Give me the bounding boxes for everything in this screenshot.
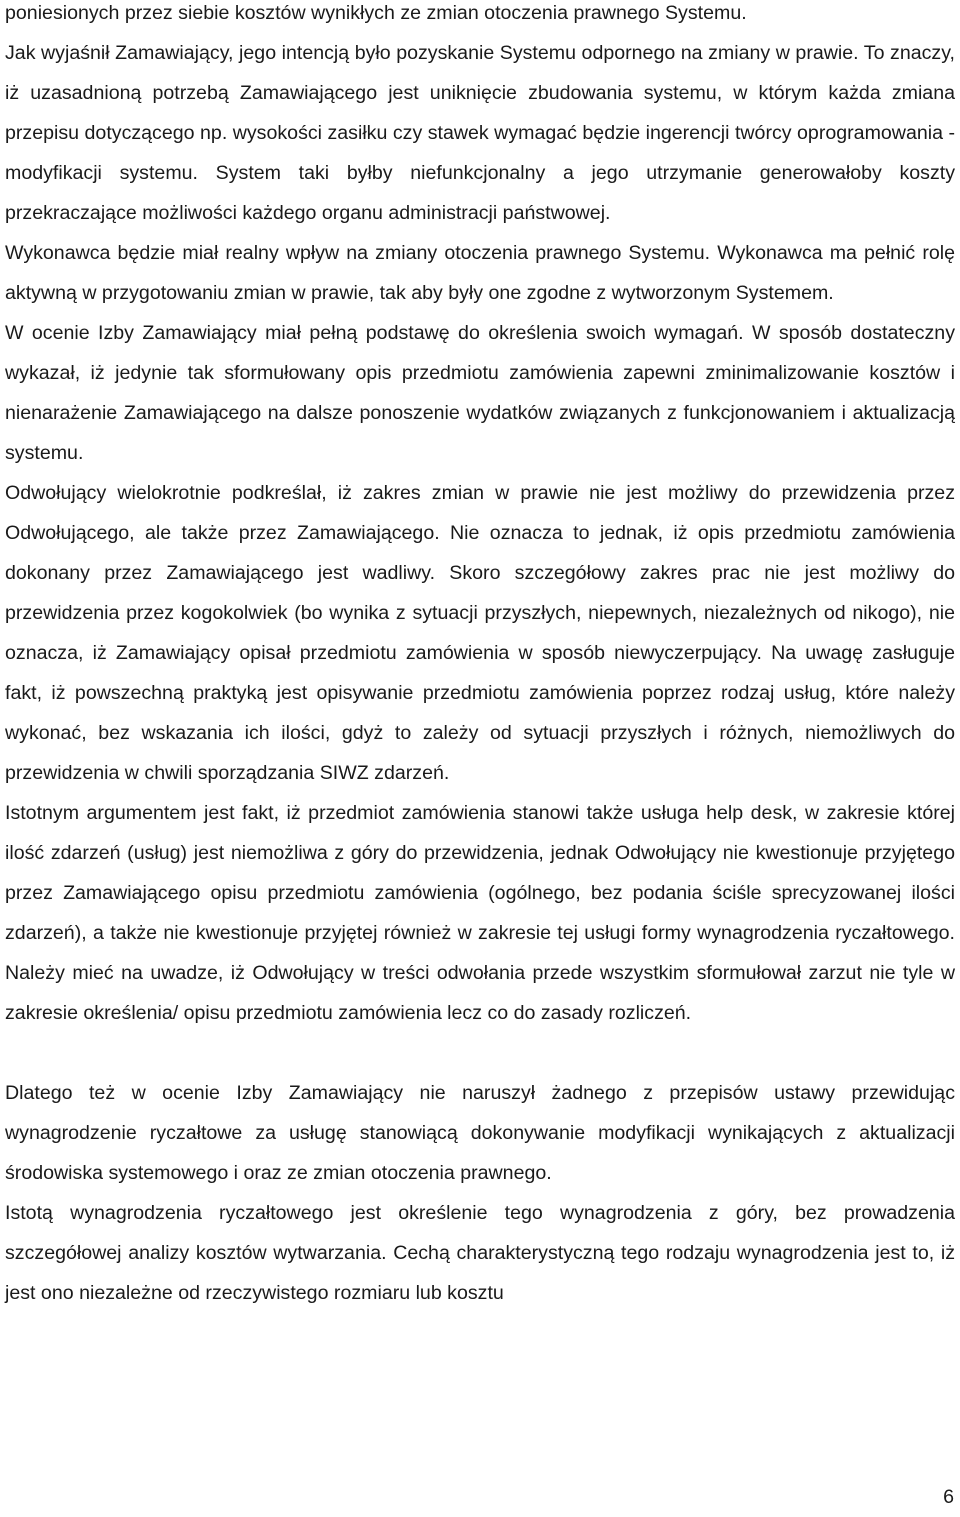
paragraph-7: Dlatego też w ocenie Izby Zamawiający nie naruszył żadnego z przepisów ustawy przewidując wynagrodzenie ryczałtowe za usługę stanowiącą dokonywanie modyfikacji wynikających z aktualizacji środowiska systemowego i oraz ze zmian otoczenia prawnego. (5, 1082, 955, 1184)
body-text (5, 0, 955, 1313)
page-number: 6 (943, 1486, 954, 1508)
paragraph-4: W ocenie Izby Zamawiający miał pełną podstawę do określenia swoich wymagań. W sposób dostateczny wykazał, iż jedynie tak sformułowany opis przedmiotu zamówienia zapewni zminimalizowanie kosztów i nienarażenie Zamawiającego na dalsze ponoszenie wydatków związanych z funkcjonowaniem i aktualizacją systemu. (5, 322, 955, 464)
paragraph-8: Istotą wynagrodzenia ryczałtowego jest określenie tego wynagrodzenia z góry, bez prowadzenia szczegółowej analizy kosztów wytwarzania. Cechą charakterystyczną tego rodzaju wynagrodzenia jest to, iż jest ono niezależne od rzeczywistego rozmiaru lub kosztu (5, 1202, 955, 1304)
paragraph-6: Istotnym argumentem jest fakt, iż przedmiot zamówienia stanowi także usługa help desk, w zakresie której ilość zdarzeń (usług) jest niemożliwa z góry do przewidzenia, jednak Odwołujący nie kwestionuje przyjętego przez Zamawiającego opisu przedmiotu zamówienia (ogólnego, bez podania ściśle sprecyzowanej ilości zdarzeń), a także nie kwestionuje przyjętej również w zakresie tej usługi formy wynagrodzenia ryczałtowego. Należy mieć na uwadze, iż Odwołujący w treści odwołania przede wszystkim sformułował zarzut nie tyle w zakresie określenia/ opisu przedmiotu zamówienia lecz co do zasady rozliczeń. (5, 802, 955, 1024)
paragraph-3: Wykonawca będzie miał realny wpływ na zmiany otoczenia prawnego Systemu. Wykonawca ma pełnić rolę aktywną w przygotowaniu zmian w prawie, tak aby były one zgodne z wytworzonym Systemem. (5, 242, 955, 304)
paragraph-2: Jak wyjaśnił Zamawiający, jego intencją było pozyskanie Systemu odpornego na zmiany w prawie. To znaczy, iż uzasadnioną potrzebą Zamawiającego jest uniknięcie zbudowania systemu, w którym każda zmiana przepisu dotyczącego np. wysokości zasiłku czy stawek wymagać będzie ingerencji twórcy oprogramowania - modyfikacji systemu. System taki byłby niefunkcjonalny a jego utrzymanie generowałoby koszty przekraczające możliwości każdego organu administracji państwowej. (5, 42, 955, 224)
paragraph-1: poniesionych przez siebie kosztów wynikłych ze zmian otoczenia prawnego Systemu. (5, 2, 747, 24)
paragraph-5: Odwołujący wielokrotnie podkreślał, iż zakres zmian w prawie nie jest możliwy do przewidzenia przez Odwołującego, ale także przez Zamawiającego. Nie oznacza to jednak, iż opis przedmiotu zamówienia dokonany przez Zamawiającego jest wadliwy. Skoro szczegółowy zakres prac nie jest możliwy do przewidzenia przez kogokolwiek (bo wynika z sytuacji przyszłych, niepewnych, niezależnych od nikogo), nie oznacza, iż Zamawiający opisał przedmiotu zamówienia w sposób niewyczerpujący. Na uwagę zasługuje fakt, iż powszechną praktyką jest opisywanie przedmiotu zamówienia poprzez rodzaj usług, które należy wykonać, bez wskazania ich ilości, gdyż to zależy od sytuacji przyszłych i różnych, niemożliwych do przewidzenia w chwili sporządzania SIWZ zdarzeń. (5, 482, 955, 784)
